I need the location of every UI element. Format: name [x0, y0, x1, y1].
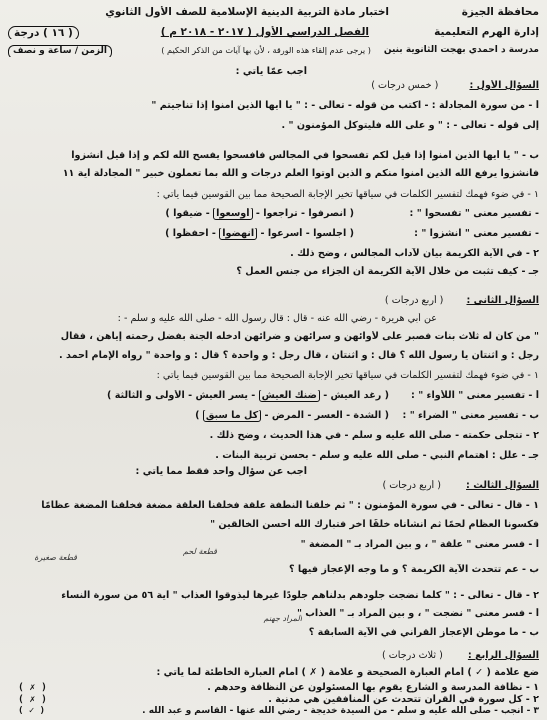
- q1-a-line1: أ - من سورة المجادلة : - اكتب من قوله - تعالى - : " يا أيها الذين آمنوا إذا تناجيتم ": [151, 100, 539, 111]
- q1-b-verse-line1: ب - " يا أيها الذين آمنوا إذا قيل لكم تفسحوا في المجالس فافسحوا يفسح الله لكم و إذا قيل انشزوا: [71, 150, 539, 161]
- q2-hadith-line1: عن أبي هريرة - رضي الله عنه - قال : قال رسول الله - صلى الله عليه و سلم - :: [117, 313, 437, 324]
- header-row-1: [6, 6, 539, 19]
- administration: إدارة الهرم التعليمية: [434, 26, 539, 38]
- q3-heading: [6, 480, 539, 492]
- term: الفصل الدراسي الأول ( ٢٠١٧ - ٢٠١٨ م ): [160, 26, 369, 38]
- q2-hadith-line2: " من كان له ثلاث بنات فصبر على لأوائهن و سرائهن و ضرائهن أدخله الجنة بفضل رحمته إياهن ، فقال: [60, 331, 539, 342]
- q4-item-1-text: ١ - نظافة المدرسة و الشارع يقوم بها المسئولون عن النظافة وحدهم .: [207, 682, 539, 693]
- q3-1-a: أ - فسر معنى " علقة " ، و بين المراد بـ " المضغة ": [300, 539, 539, 550]
- keep-note: ( يرجى عدم إلقاء هذه الورقة ، لأن بها آيات من الذكر الحكيم ): [161, 45, 371, 55]
- handwritten-note-1: قطعة لحم: [182, 547, 217, 556]
- time-box: الزمن / ساعة و نصف: [8, 45, 112, 57]
- q2-heading: [6, 295, 539, 307]
- q2-option-row-1: [6, 390, 539, 402]
- q1-b-2: ٢ - في الآية الكريمة بيان لآداب المجالس ، وضح ذلك .: [290, 248, 539, 259]
- q3-instruction: أجب عن سؤال واحد فقط مما يأتي :: [135, 466, 307, 477]
- q3-1-verse-line2: فكسونا العظام لحمًا ثم أنشأناه خلقًا آخر فتبارك الله أحسن الخالقين ": [210, 519, 539, 530]
- q4-marks: ( ثلاث درجات ): [381, 650, 443, 661]
- q1-title: السؤال الأول :: [469, 80, 539, 91]
- q2-option-row-2: [6, 410, 539, 422]
- q1-opt1-end: - ضيقوا ): [165, 208, 210, 219]
- q4-item-1: [6, 682, 539, 694]
- q4-item-2: [6, 694, 539, 706]
- q2-2: ٢ - تتجلى حكمته - صلى الله عليه و سلم - في هذا الحديث ، وضح ذلك .: [209, 430, 539, 441]
- q1-a-line2: إلى قوله - تعالى - : " و على الله فليتوكل المؤمنون " .: [281, 120, 539, 131]
- q1-option-row-2: [6, 228, 539, 240]
- q3-1-b: ب - عم تتحدث الآية الكريمة ؟ و ما وجه الإعجاز فيها ؟: [288, 564, 539, 575]
- q2-hadith-line3: رجل : و اثنتان يا رسول الله ؟ قال : و اثنتان ، قال رجل : و واحدة ؟ قال : و واحدة " رواه الإمام أحمد .: [59, 350, 539, 361]
- q1-option-row-1: [6, 208, 539, 220]
- q1-b-1: ١ - في ضوء فهمك لتفسير الكلمات في سياقها تخير الإجابة الصحيحة مما بين القوسين فيما يأتي :: [156, 189, 539, 200]
- q2-opt2-label: ب - تفسير معنى " الضراء " :: [402, 410, 539, 421]
- q1-opt1-selected: أوسعوا: [213, 208, 252, 220]
- header-row-2: [6, 26, 539, 39]
- q3-2-b: ب - ما موطن الإعجاز القرآني في الآية السابقة ؟: [308, 627, 539, 638]
- q1-marks: ( خمس درجات ): [371, 80, 439, 91]
- q4-item-2-text: ٢ - كل سورة في القرآن تتحدث عن المنافقين هي مدنية .: [268, 694, 539, 705]
- header-row-3: [6, 45, 539, 57]
- q1-opt1-label: - تفسير معنى " تفسحوا " :: [409, 208, 539, 219]
- q1-c: جـ - كيف تثبت من خلال الآية الكريمة أن الجزاء من جنس العمل ؟: [236, 266, 539, 277]
- q2-opt2-end: ): [195, 410, 200, 421]
- q3-2-verse: ٢ - قال - تعالى - : " كلما نضجت جلودهم بدلناهم جلودًا غيرها ليذوقوا العذاب " آية ٥٦ من سورة النساء: [61, 590, 539, 601]
- q1-opt2-selected: انهضوا: [219, 228, 257, 240]
- q1-instruction: أجب عمّا يأتي :: [235, 66, 307, 77]
- q2-marks: ( أربع درجات ): [384, 295, 444, 306]
- q3-1-verse-line1: ١ - قال - تعالى - في سورة المؤمنون : " ثم خلقنا النطفة علقة فخلقنا العلقة مضغة فخلقنا المضغة عظامًا: [41, 500, 539, 511]
- q4-heading: [6, 650, 539, 662]
- q2-opt1-label: أ - تفسير معنى " اللأواء " :: [411, 390, 539, 401]
- q4-item-3-text: ٣ - أنجب - صلى الله عليه و سلم - من السيدة خديجة - رضي الله عنها - القاسم و عبد الله .: [142, 706, 539, 716]
- q1-b-verse-line2: فانشزوا يرفع الله الذين آمنوا منكم و الذين أوتوا العلم درجات و الله بما تعملون خبير " المجادلة آية ١١: [62, 168, 539, 179]
- governorate: محافظة الجيزة: [461, 6, 539, 18]
- q4-item-3: [6, 706, 539, 718]
- q4-title: السؤال الرابع :: [467, 650, 539, 661]
- q3-2-a: أ - فسر معنى " نضجت " ، و بين المراد بـ " العذاب ": [296, 608, 539, 619]
- q4-item-1-answer: ( ✗ ): [18, 682, 47, 693]
- q2-title: السؤال الثاني :: [466, 295, 539, 306]
- q4-item-2-answer: ( ✗ ): [18, 694, 47, 705]
- q4-instruction: ضع علامة ( ✓ ) أمام العبارة الصحيحة و علامة ( ✗ ) أمام العبارة الخاطئة لما يأتي :: [156, 667, 539, 678]
- q2-c: جـ - علل : اهتمام النبي - صلى الله عليه و سلم - بحسن تربية البنات .: [215, 450, 539, 461]
- q4-item-3-answer: ( ✓ ): [18, 706, 46, 716]
- score-box: ( ١٦ ) درجة: [8, 26, 79, 39]
- handwritten-note-2: قطعة صغيرة: [34, 553, 77, 562]
- q1-opt2-label: - تفسير معنى " انشزوا " :: [414, 228, 539, 239]
- q1-opt2-choices: ( اجلسوا - أسرعوا -: [260, 228, 354, 239]
- q2-opt2-choices: ( الشدة - العسر - المرض -: [264, 410, 389, 421]
- q2-opt2-selected: كل ما سبق: [203, 410, 261, 422]
- q3-marks: ( أربع درجات ): [382, 480, 441, 491]
- q2-1: ١ - في ضوء فهمك لتفسير الكلمات في سياقها تخير الإجابة الصحيحة مما بين القوسين فيما يأتي :: [156, 370, 539, 381]
- q1-opt1-choices: ( انصرفوا - تراجعوا -: [255, 208, 354, 219]
- handwritten-note-3: المراد جهنم: [263, 614, 302, 623]
- q2-opt1-choices: ( رغد العيش -: [323, 390, 389, 401]
- q3-title: السؤال الثالث :: [466, 480, 539, 491]
- school: مدرسة د أحمدي بهجت الثانوية بنين: [383, 45, 539, 55]
- q2-opt1-end: - يسر العيش - الأولى و الثالثة ): [107, 390, 256, 401]
- exam-title: اختبار مادة التربية الدينية الإسلامية للصف الأول الثانوي: [105, 6, 389, 18]
- q1-heading: [6, 80, 539, 92]
- q2-opt1-selected: ضنك العيش: [259, 390, 320, 402]
- q1-opt2-end: - احفظوا ): [165, 228, 216, 239]
